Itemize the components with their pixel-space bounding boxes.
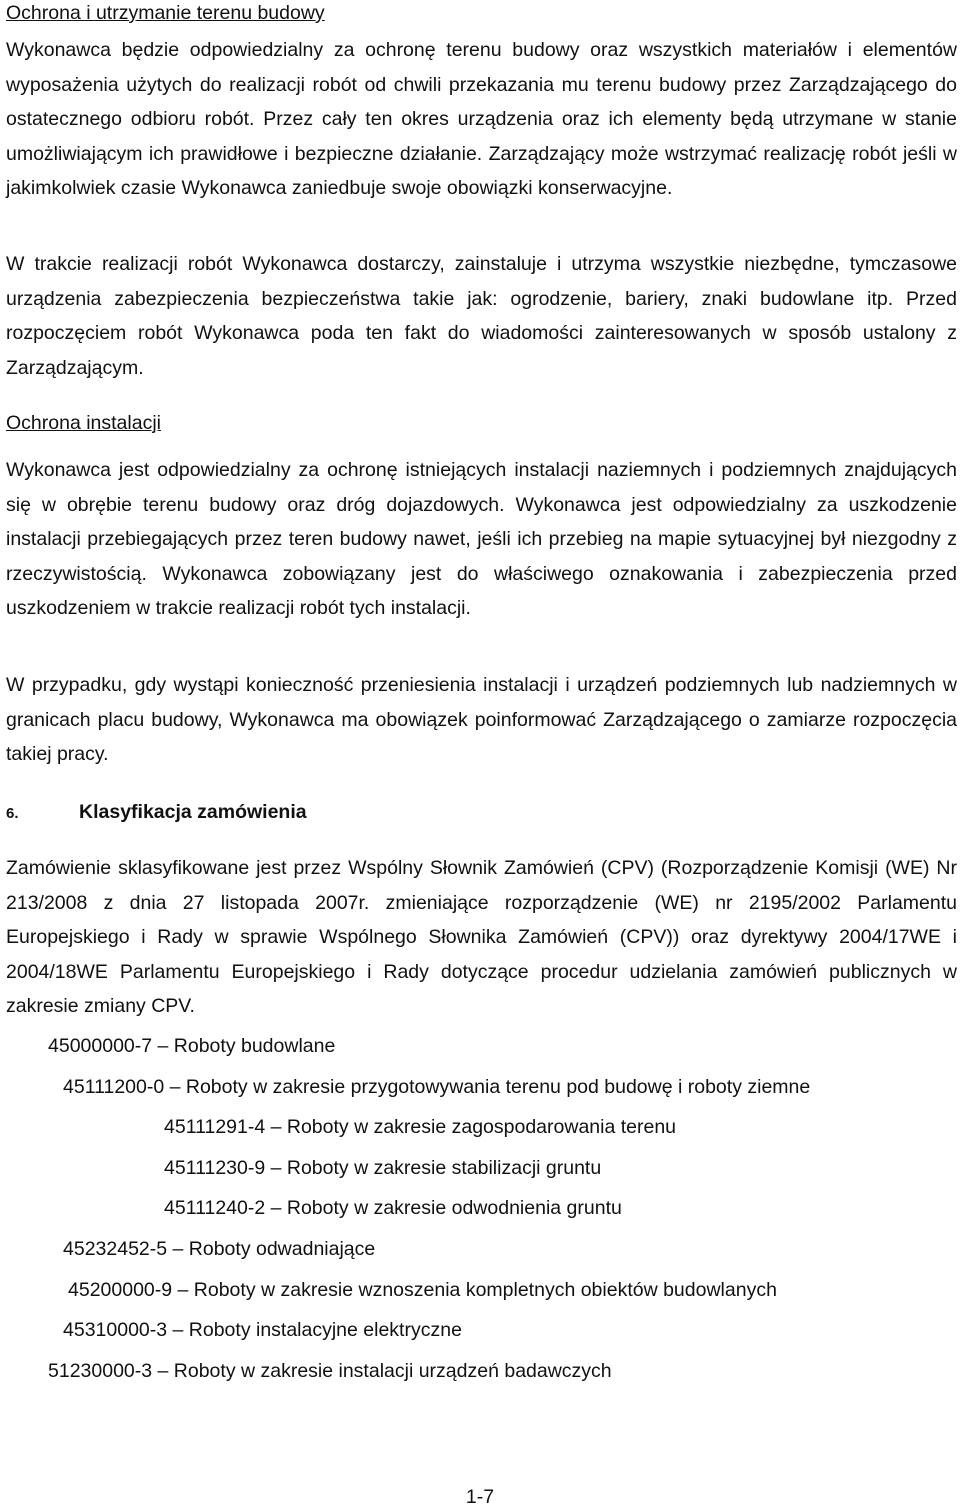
cpv-code-item: 45232452-5 – Roboty odwadniające: [63, 1238, 376, 1260]
page-number: 1-7: [465, 1486, 495, 1508]
cpv-code-item: 45000000-7 – Roboty budowlane: [48, 1035, 336, 1057]
paragraph-ochrona-instalacji-1: Wykonawca jest odpowiedzialny za ochronę istniejących instalacji naziemnych i podziemnych znajdujących się w obrębie terenu budowy oraz dróg dojazdowych. Wykonawca jest odpowiedzialny za uszkodzenie instalacji przebiegających przez teren budowy nawet, jeśli ich przebieg na mapie sytuacyjnej był niezgodny z rzeczywistością. Wykonawca zobowiązany jest do właściwego oznakowania i zabezpieczenia przed uszkodzeniem w trakcie realizacji robót tych instalacji.: [6, 459, 957, 620]
cpv-code-item: 45111240-2 – Roboty w zakresie odwodnienia gruntu: [164, 1197, 622, 1219]
section-title: Klasyfikacja zamówienia: [79, 801, 307, 823]
paragraph-ochrona-terenu-1: Wykonawca będzie odpowiedzialny za ochronę terenu budowy oraz wszystkich materiałów i elementów wyposażenia użytych do realizacji robót od chwili przekazania mu terenu budowy przez Zarządzającego do ostatecznego odbioru robót. Przez cały ten okres urządzenia oraz ich elementy będą utrzymane w stanie umożliwiającym ich prawidłowe i bezpieczne działanie. Zarządzający może wstrzymać realizację robót jeśli w jakimkolwiek czasie Wykonawca zaniedbuje swoje obowiązki konserwacyjne.: [6, 39, 957, 200]
cpv-code-item: 45111200-0 – Roboty w zakresie przygotowywania terenu pod budowę i roboty ziemne: [63, 1076, 811, 1098]
cpv-code-item: 45310000-3 – Roboty instalacyjne elektryczne: [63, 1319, 462, 1341]
heading-ochrona-instalacji: Ochrona instalacji: [6, 412, 161, 434]
cpv-code-item: 45200000-9 – Roboty w zakresie wznoszenia kompletnych obiektów budowlanych: [68, 1279, 777, 1301]
heading-ochrona-terenu: Ochrona i utrzymanie terenu budowy: [6, 2, 325, 24]
section-number: 6.: [6, 805, 19, 822]
cpv-code-item: 45111291-4 – Roboty w zakresie zagospodarowania terenu: [164, 1116, 677, 1138]
paragraph-klasyfikacja: Zamówienie sklasyfikowane jest przez Wspólny Słownik Zamówień (CPV) (Rozporządzenie Komisji (WE) Nr 213/2008 z dnia 27 listopada 2007r. zmieniające rozporządzenie (WE) nr 2195/2002 Parlamentu Europejskiego i Rady w sprawie Wspólnego Słownika Zamówień (CPV)) oraz dyrektywy 2004/17WE i 2004/18WE Parlamentu Europejskiego i Rady dotyczące procedur udzielania zamówień publicznych w zakresie zmiany CPV.: [6, 857, 957, 1018]
cpv-code-item: 51230000-3 – Roboty w zakresie instalacji urządzeń badawczych: [48, 1360, 612, 1382]
cpv-code-item: 45111230-9 – Roboty w zakresie stabilizacji gruntu: [164, 1157, 602, 1179]
paragraph-ochrona-terenu-2: W trakcie realizacji robót Wykonawca dostarczy, zainstaluje i utrzyma wszystkie niezbędne, tymczasowe urządzenia zabezpieczenia bezpieczeństwa takie jak: ogrodzenie, bariery, znaki budowlane itp. Przed rozpoczęciem robót Wykonawca poda ten fakt do wiadomości zainteresowanych w sposób ustalony z Zarządzającym.: [6, 253, 957, 379]
paragraph-ochrona-instalacji-2: W przypadku, gdy wystąpi konieczność przeniesienia instalacji i urządzeń podziemnych lub nadziemnych w granicach placu budowy, Wykonawca ma obowiązek poinformować Zarządzającego o zamiarze rozpoczęcia takiej pracy.: [6, 674, 957, 766]
